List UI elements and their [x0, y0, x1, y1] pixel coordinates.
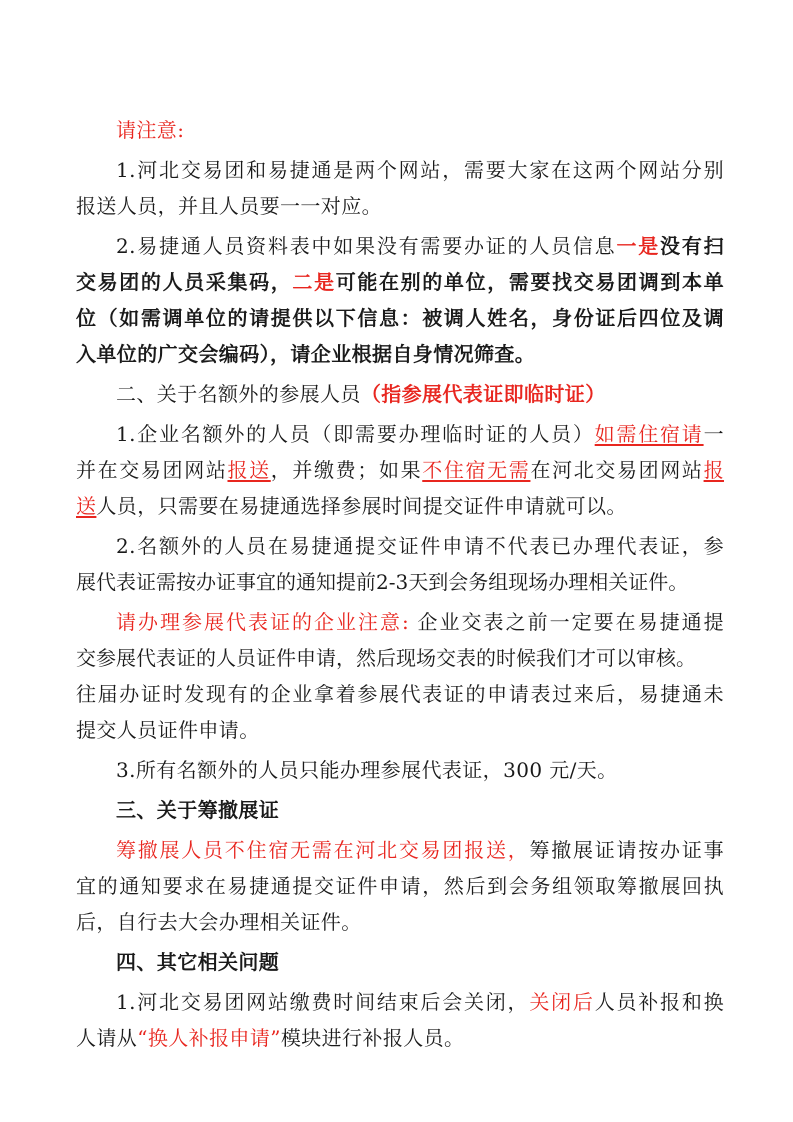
section3-heading: 三、关于筹撤展证	[116, 798, 280, 822]
section2-heading-text: 二、关于名额外的参展人员	[116, 382, 361, 406]
note2-line4: 入单位的广交会编码），请企业根据自身情况筛查。	[76, 342, 536, 366]
note2-line1	[76, 228, 724, 264]
note2-second-point: 二是	[292, 270, 336, 294]
section2-p1-no-stay: 不住宿无需	[422, 458, 531, 482]
section2-p3-line4: 提交人员证件申请。	[76, 718, 260, 742]
section2-p3-text: 企业交表之前一定要在易捷通提	[409, 610, 724, 634]
section2-p1-report3: 送	[76, 494, 97, 518]
section2-p3-notice: 请办理参展代表证的企业注意:	[116, 610, 410, 634]
section4-l2-text2: 模块进行补报人员。	[280, 1026, 465, 1050]
note1-line1: 1.河北交易团和易捷通是两个网站，需要大家在这两个网站分别	[116, 158, 724, 182]
section2-heading-note: （指参展代表证即临时证）	[360, 382, 606, 406]
note1-line2: 报送人员，并且人员要一一对应。	[76, 194, 382, 218]
section4-after-close: 关闭后	[529, 990, 595, 1014]
section3-line3: 后，自行去大会办理相关证件。	[76, 910, 362, 934]
section2-p1-l2-text2: ，并缴费；如果	[270, 458, 423, 482]
section2-p1-line3	[76, 488, 724, 524]
note2-first-point: 一是	[616, 234, 661, 258]
document-page	[76, 112, 724, 1056]
section3-line2: 宜的通知要求在易捷通提交证件申请，然后到会务组领取筹撤展回执	[76, 874, 724, 898]
notice-title: 请注意:	[116, 118, 185, 142]
note2-line1-bold: 没有扫	[660, 234, 724, 258]
section2-p1-l2-text3: 在河北交易团网站	[530, 458, 704, 482]
section2-p1-report: 报送	[227, 458, 271, 482]
section3-red-text: 筹撤展人员不住宿无需在河北交易团报送，	[116, 838, 530, 862]
section4-module-name: “换人补报申请”	[137, 1026, 281, 1050]
section2-p1-l2-text: 并在交易团网站	[76, 458, 228, 482]
note2-line2	[76, 264, 724, 300]
section2-p1-line1	[76, 416, 724, 452]
note2-line3: 位（如需调单位的请提供以下信息：被调人姓名，身份证后四位及调	[76, 306, 724, 330]
section2-heading	[76, 376, 724, 412]
section2-p1-stay-link: 如需住宿请	[594, 422, 704, 446]
section4-line1	[76, 984, 724, 1020]
section4-l2-text: 人请从	[76, 1026, 138, 1050]
section3-text: 筹撤展证请按办证事	[529, 838, 724, 862]
section2-p3-line1	[76, 604, 724, 640]
section4-line2	[76, 1020, 724, 1056]
section4-text: 1.河北交易团网站缴费时间结束后会关闭，	[116, 990, 530, 1014]
section2-p1-text2: 一	[703, 422, 724, 446]
section2-p2-line1: 2.名额外的人员在易捷通提交证件申请不代表已办理代表证，参	[116, 534, 724, 558]
note2-line1-text: 2.易捷通人员资料表中如果没有需要办证的人员信息	[116, 234, 617, 258]
section2-p3-line2: 交参展代表证的人员证件申请，然后现场交表的时候我们才可以审核。	[76, 646, 696, 670]
section3-line1	[76, 832, 724, 868]
section2-p1-text: 1.企业名额外的人员（即需要办理临时证的人员）	[116, 422, 595, 446]
section2-p4: 3.所有名额外的人员只能办理参展代表证，300 元/天。	[116, 758, 618, 782]
note2-line2-text: 交易团的人员采集码，	[76, 270, 293, 294]
section4-heading: 四、其它相关问题	[116, 950, 280, 974]
section2-p1-line2	[76, 452, 724, 488]
section2-p2-line2: 展代表证需按办证事宜的通知提前2-3天到会务组现场办理相关证件。	[76, 570, 689, 594]
section2-p3-line3: 往届办证时发现有的企业拿着参展代表证的申请表过来后，易捷通未	[76, 682, 724, 706]
note2-line2-rest: 可能在别的单位，需要找交易团调到本单	[335, 270, 725, 294]
section2-p1-report2: 报	[703, 458, 724, 482]
section2-p1-l3-text: 人员，只需要在易捷通选择参展时间提交证件申请就可以。	[96, 494, 627, 518]
section4-text2: 人员补报和换	[594, 990, 724, 1014]
